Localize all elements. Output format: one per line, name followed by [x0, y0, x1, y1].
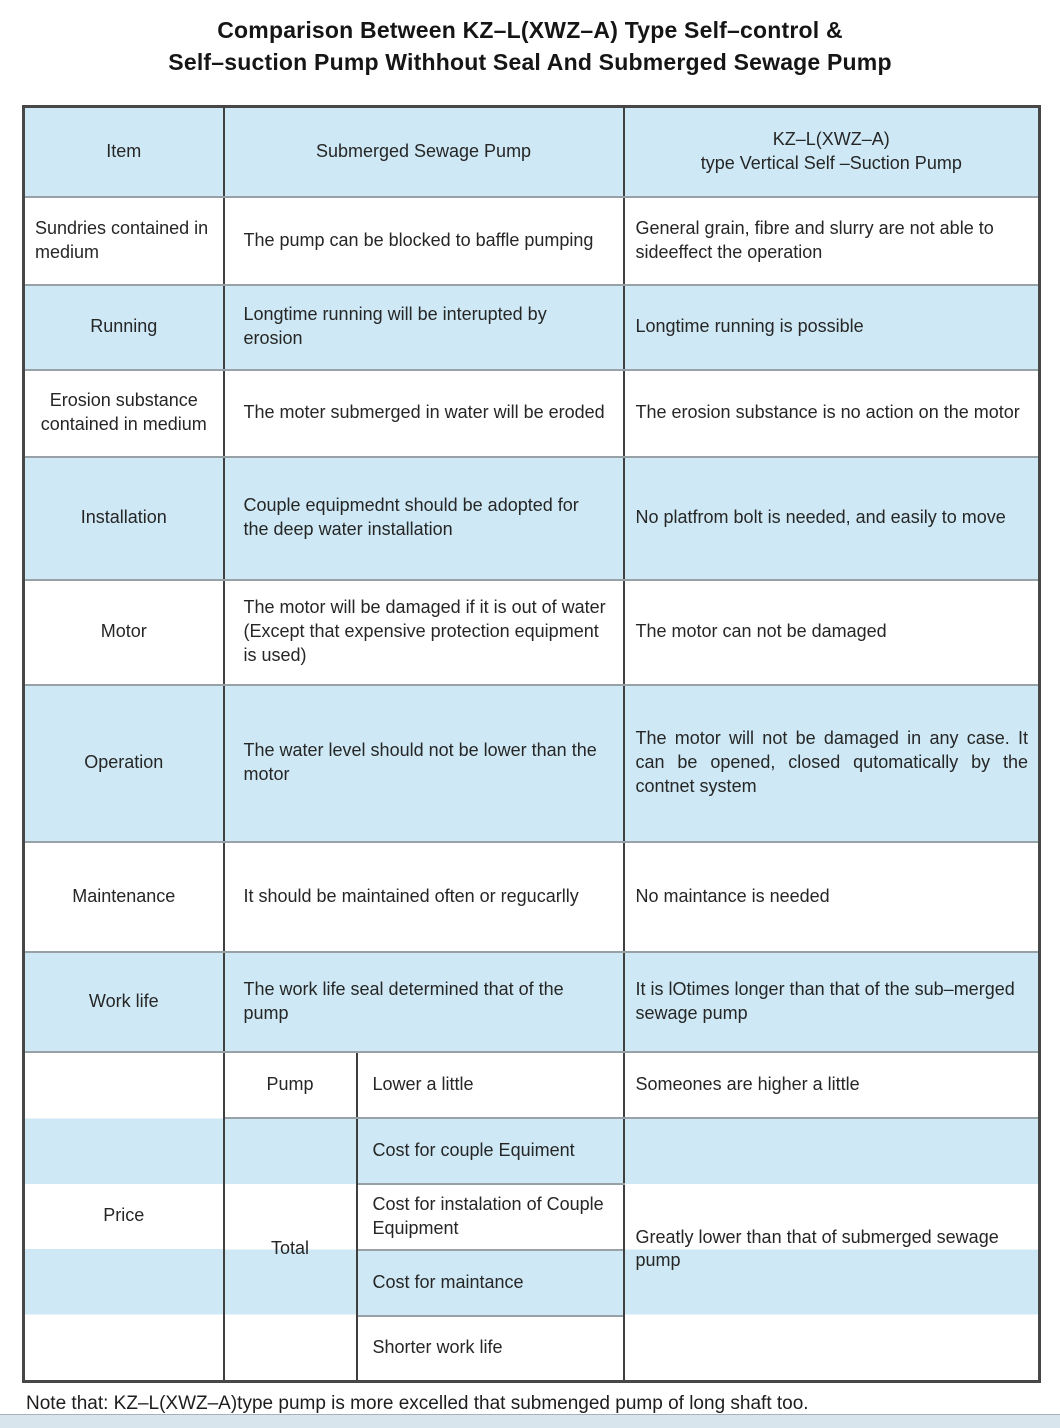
page-title	[0, 0, 1060, 78]
page-title-line1: Comparison Between KZ–L(XWZ–A) Type Self–control &	[217, 17, 843, 43]
row-running	[24, 285, 1040, 370]
pump-submerged-cell: Lower a little	[357, 1052, 624, 1118]
total-label-cell: Total	[224, 1118, 357, 1382]
installation-kz-cell: No platfrom bolt is needed, and easily to move	[624, 457, 1040, 580]
total-item-cell-1: Cost for couple Equiment	[357, 1118, 624, 1184]
operation-submerged-cell: The water level should not be lower than the motor	[224, 685, 624, 842]
worklife-kz-cell: It is lOtimes longer than that of the sub–merged sewage pump	[624, 952, 1040, 1052]
total-item-cell-2: Cost for instalation of Couple Equipment	[357, 1184, 624, 1250]
row-motor	[24, 580, 1040, 685]
sundries-item-cell: Sundries contained in medium	[24, 197, 224, 285]
motor-item-cell: Motor	[24, 580, 224, 685]
operation-kz-cell: The motor will not be damaged in any case. It can be opened, closed qutomatically by the contnet system	[624, 685, 1040, 842]
total-item-cell-3: Cost for maintance	[357, 1250, 624, 1316]
row-installation	[24, 457, 1040, 580]
total-kz-cell: Greatly lower than that of submerged sewage pump	[624, 1118, 1040, 1382]
erosion-item-cell: Erosion substance contained in medium	[24, 370, 224, 457]
row-erosion	[24, 370, 1040, 457]
header-submerged-cell: Submerged Sewage Pump	[224, 107, 624, 197]
header-item-cell: Item	[24, 107, 224, 197]
maintenance-item-cell: Maintenance	[24, 842, 224, 952]
row-maintenance	[24, 842, 1040, 952]
running-submerged-cell: Longtime running will be interupted by erosion	[224, 285, 624, 370]
erosion-kz-cell: The erosion substance is no action on the motor	[624, 370, 1040, 457]
footer-note: Note that: KZ–L(XWZ–A)type pump is more excelled that submenged pump of long shaft too.	[26, 1393, 809, 1414]
row-sundries	[24, 197, 1040, 285]
worklife-item-cell: Work life	[24, 952, 224, 1052]
header-kz-cell	[624, 107, 1040, 197]
worklife-submerged-cell: The work life seal determined that of the pump	[224, 952, 624, 1052]
page-title-line2: Self–suction Pump Withhout Seal And Submerged Sewage Pump	[168, 49, 892, 75]
maintenance-submerged-cell: It should be maintained often or regucarlly	[224, 842, 624, 952]
installation-item-cell: Installation	[24, 457, 224, 580]
motor-submerged-cell: The motor will be damaged if it is out of water (Except that expensive protection equipment is used)	[224, 580, 624, 685]
header-kz-line2: type Vertical Self –Suction Pump	[700, 152, 962, 173]
header-row	[24, 107, 1040, 197]
maintenance-kz-cell: No maintance is needed	[624, 842, 1040, 952]
pump-kz-cell: Someones are higher a little	[624, 1052, 1040, 1118]
bottom-strip	[0, 1414, 1060, 1428]
operation-item-cell: Operation	[24, 685, 224, 842]
pump-label-cell: Pump	[224, 1052, 357, 1118]
motor-kz-cell: The motor can not be damaged	[624, 580, 1040, 685]
sundries-kz-cell: General grain, fibre and slurry are not able to sideeffect the operation	[624, 197, 1040, 285]
comparison-table	[22, 105, 1041, 1383]
running-item-cell: Running	[24, 285, 224, 370]
erosion-submerged-cell: The moter submerged in water will be eroded	[224, 370, 624, 457]
running-kz-cell: Longtime running is possible	[624, 285, 1040, 370]
header-kz-line1: KZ–L(XWZ–A)	[772, 129, 890, 149]
row-operation	[24, 685, 1040, 842]
sundries-submerged-cell: The pump can be blocked to baffle pumping	[224, 197, 624, 285]
row-worklife	[24, 952, 1040, 1052]
price-label-cell: Price	[24, 1052, 224, 1382]
total-item-cell-4: Shorter work life	[357, 1316, 624, 1382]
installation-submerged-cell: Couple equipmednt should be adopted for the deep water installation	[224, 457, 624, 580]
row-price-pump	[24, 1052, 1040, 1118]
